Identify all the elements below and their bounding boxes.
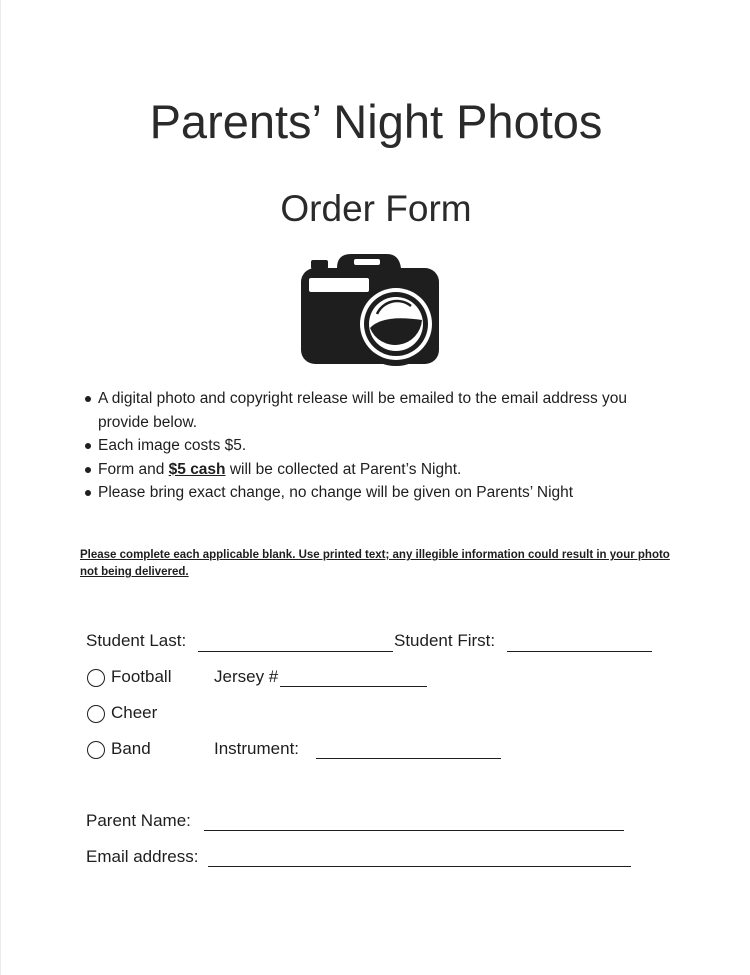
- cheer-radio[interactable]: [87, 705, 105, 723]
- bullet-dot: [85, 443, 91, 449]
- bullet-dot: [85, 396, 91, 402]
- football-radio[interactable]: [87, 669, 105, 687]
- bullet-text: Please bring exact change, no change will be given on Parents’ Night: [98, 484, 574, 501]
- band-label: Band: [111, 739, 151, 758]
- band-radio[interactable]: [87, 741, 105, 759]
- page-title: Parents’ Night Photos: [149, 95, 603, 148]
- instructions-text: Please complete each applicable blank. Use printed text; any illegible information could result in your photo not being delivered.: [80, 549, 670, 578]
- bullet-dot: [85, 467, 91, 473]
- info-list: [85, 387, 675, 505]
- list-item: [85, 434, 675, 458]
- email-field[interactable]: [208, 866, 631, 867]
- parent-name-label: Parent Name:: [86, 811, 191, 830]
- bullet-text: Each image costs $5.: [98, 437, 247, 454]
- student-last-field[interactable]: [198, 651, 393, 652]
- list-item: [85, 387, 675, 434]
- bullet-text: Form and: [98, 460, 169, 478]
- cheer-label: Cheer: [111, 703, 158, 722]
- list-item: [85, 458, 675, 482]
- page-subtitle: Order Form: [280, 188, 472, 229]
- jersey-field[interactable]: [280, 686, 427, 687]
- student-first-label: Student First:: [394, 631, 496, 650]
- email-label: Email address:: [86, 847, 199, 866]
- football-label: Football: [111, 667, 172, 686]
- list-item: [85, 481, 675, 505]
- cash-emphasis: $5 cash: [168, 460, 226, 478]
- bullet-dot: [85, 490, 91, 496]
- student-first-field[interactable]: [507, 651, 652, 652]
- parent-name-field[interactable]: [204, 830, 624, 831]
- bullet-text: will be collected at Parent’s Night.: [225, 460, 462, 478]
- bullet-text: A digital photo and copyright release will be emailed to the email address you provide below.: [98, 390, 628, 431]
- camera-icon: [299, 250, 441, 368]
- instrument-label: Instrument:: [214, 739, 300, 758]
- jersey-label: Jersey #: [214, 667, 279, 686]
- instrument-field[interactable]: [316, 758, 501, 759]
- student-last-label: Student Last:: [86, 631, 187, 650]
